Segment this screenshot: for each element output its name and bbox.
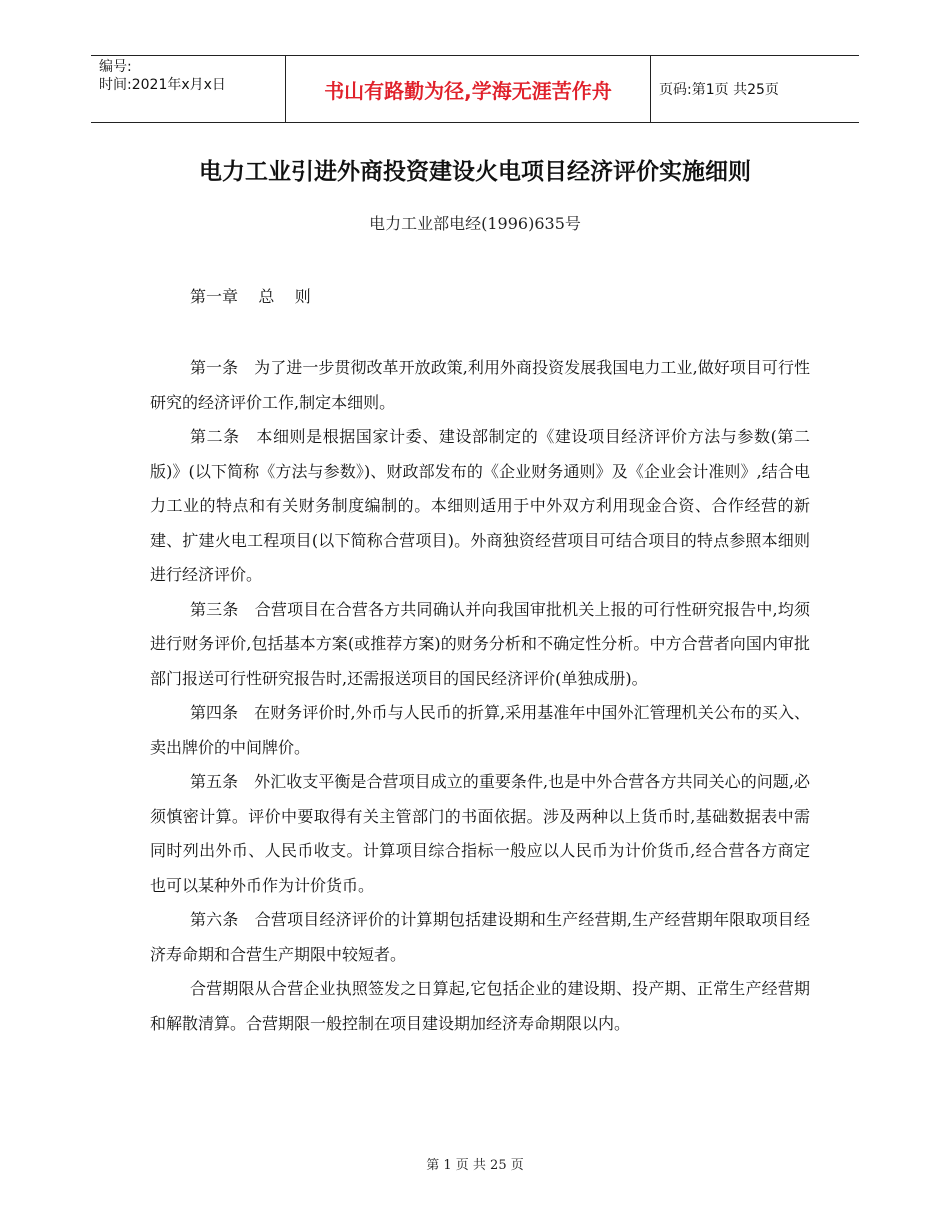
chapter-heading: 第一章 总 则 <box>190 287 311 306</box>
document-subtitle: 电力工业部电经(1996)635号 <box>369 214 581 233</box>
paragraph-article-4: 第四条 在财务评价时,外币与人民币的折算,采用基准年中国外汇管理机关公布的买入、卖出牌价的中间牌价。 <box>150 703 810 757</box>
page-footer: 第 1 页 共 25 页 <box>426 1158 524 1173</box>
document-title: 电力工业引进外商投资建设火电项目经济评价实施细则 <box>199 159 751 185</box>
header-page-info: 页码:第1页 共25页 <box>659 82 779 98</box>
document-time-label: 时间:2021年x月x日 <box>99 77 226 93</box>
paragraph-joint-venture-term: 合营期限从合营企业执照签发之日算起,它包括企业的建设期、投产期、正常生产经营期和解散清算。合营期限一般控制在项目建设期加经济寿命期限以内。 <box>150 979 810 1033</box>
paragraph-article-2: 第二条 本细则是根据国家计委、建设部制定的《建设项目经济评价方法与参数(第二版)》(以下简称《方法与参数》)、财政部发布的《企业财务通则》及《企业会计准则》,结合电力工业的特点和有关财务制度编制的。本细则适用于中外双方利用现金合资、合作经营的新建、扩建火电工程项目(以下简称合营项目)。外商独资经营项目可结合项目的特点参照本细则进行经济评价。 <box>150 427 810 584</box>
document-number-label: 编号: <box>99 59 132 75</box>
paragraph-article-5: 第五条 外汇收支平衡是合营项目成立的重要条件,也是中外合营各方共同关心的问题,必须慎密计算。评价中要取得有关主管部门的书面依据。涉及两种以上货币时,基础数据表中需同时列出外币、人民币收支。计算项目综合指标一般应以人民币为计价货币,经合营各方商定也可以某种外币作为计价货币。 <box>150 772 810 895</box>
paragraph-article-3: 第三条 合营项目在合营各方共同确认并向我国审批机关上报的可行性研究报告中,均须进行财务评价,包括基本方案(或推荐方案)的财务分析和不确定性分析。中方合营者向国内审批部门报送可行性研究报告时,还需报送项目的国民经济评价(单独成册)。 <box>150 599 810 688</box>
page-header <box>91 55 859 123</box>
paragraph-article-6: 第六条 合营项目经济评价的计算期包括建设期和生产经营期,生产经营期年限取项目经济寿命期和合营生产期限中较短者。 <box>150 910 810 964</box>
header-motto: 书山有路勤为径,学海无涯苦作舟 <box>285 56 651 122</box>
document-body <box>150 351 810 1041</box>
paragraph-article-1: 第一条 为了进一步贯彻改革开放政策,利用外商投资发展我国电力工业,做好项目可行性研究的经济评价工作,制定本细则。 <box>150 358 810 412</box>
header-meta <box>91 56 285 122</box>
